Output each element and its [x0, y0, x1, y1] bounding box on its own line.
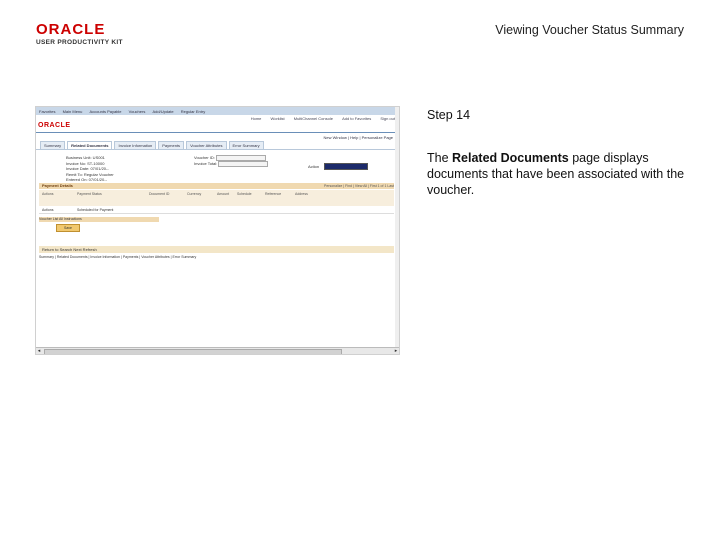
- step-description: The Related Documents page displays documents that have been associated with the voucher.: [427, 151, 685, 197]
- page-tabs: [40, 141, 266, 149]
- field-entered-on: Entered On: 07/01/20--: [66, 177, 107, 182]
- link-sign-out[interactable]: Sign out: [380, 116, 395, 121]
- field-invoice-total-label: Invoice Total:: [194, 161, 218, 167]
- tab-payments[interactable]: Payments: [158, 141, 184, 149]
- horizontal-scrollbar[interactable]: [36, 347, 399, 354]
- tab-invoice-information[interactable]: Invoice Information: [114, 141, 156, 149]
- tab-voucher-attributes[interactable]: Voucher Attributes: [186, 141, 226, 149]
- tab-summary[interactable]: Summary: [40, 141, 65, 149]
- logo-brand: ORACLE: [36, 21, 106, 38]
- page-links[interactable]: New Window | Help | Personalize Page: [323, 135, 393, 140]
- col-header: Payment Status: [77, 192, 102, 196]
- oracle-upk-logo: [36, 22, 126, 46]
- scroll-right-icon[interactable]: ▸: [394, 348, 398, 354]
- col-header: Currency: [187, 192, 202, 196]
- sub-navigation: [36, 116, 399, 122]
- invoice-total-field: [218, 161, 268, 167]
- link-home[interactable]: Home: [250, 116, 262, 121]
- application-screenshot: [35, 106, 400, 355]
- tab-related-documents[interactable]: Related Documents: [67, 141, 112, 149]
- tab-divider: [36, 149, 399, 150]
- col-header: Amount: [217, 192, 230, 196]
- nav-vouchers[interactable]: Vouchers: [128, 109, 146, 114]
- voucher-list-header[interactable]: Voucher List All Instructions: [39, 217, 159, 222]
- link-multichannel[interactable]: MultiChannel Console: [293, 116, 333, 121]
- vertical-scrollbar[interactable]: [395, 107, 399, 347]
- col-header: Document ID: [149, 192, 170, 196]
- nav-main-menu[interactable]: Main Menu: [62, 109, 83, 114]
- bottom-toolbar: [39, 246, 394, 253]
- row-actions[interactable]: Actions: [42, 208, 54, 212]
- nav-regular-entry[interactable]: Regular Entry: [180, 109, 206, 114]
- slide-title: Viewing Voucher Status Summary: [495, 23, 684, 37]
- link-worklist[interactable]: Worklist: [270, 116, 285, 121]
- grid-navigation[interactable]: Personalize | Find | View All | First 1 of 1 Last: [324, 184, 394, 188]
- field-voucher-id-label: Voucher ID:: [194, 155, 215, 161]
- field-remit-to: Remit To: Regular Voucher: [66, 171, 114, 177]
- nav-accounts-payable[interactable]: Accounts Payable: [89, 109, 122, 114]
- top-navigation: [36, 107, 399, 115]
- divider: [36, 132, 399, 133]
- step-label: Step 14: [427, 108, 471, 122]
- table-row: [39, 207, 394, 214]
- toolbar-buttons[interactable]: Return to Search Next Refresh: [42, 247, 97, 252]
- highlight-term: Related Documents: [452, 151, 569, 165]
- action-select[interactable]: [324, 163, 368, 170]
- footer-links[interactable]: Summary | Related Documents | Invoice Information | Payments | Voucher Attributes | Error Summary: [39, 255, 197, 259]
- field-invoice-date: Invoice Date: 07/01/20--: [66, 166, 109, 171]
- col-header: Reference: [265, 192, 282, 196]
- field-invoice-no: Invoice No: ST-10000: [66, 160, 105, 166]
- voucher-fields-mid: [194, 155, 268, 167]
- nav-favorites[interactable]: Favorites: [39, 109, 56, 114]
- inner-oracle-logo: ORACLE: [38, 122, 71, 129]
- row-status: Scheduled for Payment: [77, 208, 114, 212]
- grid-column-headers: [39, 190, 394, 206]
- logo-product: USER PRODUCTIVITY KIT: [36, 39, 123, 46]
- col-header: Schedule: [237, 192, 252, 196]
- scroll-left-icon[interactable]: ◂: [37, 348, 41, 354]
- col-header: Address: [295, 192, 308, 196]
- col-header: Actions: [42, 192, 54, 196]
- tab-error-summary[interactable]: Error Summary: [229, 141, 264, 149]
- grid-title: Payment Details: [42, 183, 73, 188]
- action-label: Action: [308, 164, 320, 169]
- link-add-favorites[interactable]: Add to Favorites: [342, 116, 372, 121]
- save-button[interactable]: Save: [56, 224, 80, 232]
- voucher-fields: [66, 155, 114, 183]
- field-business-unit: Business Unit: US001: [66, 155, 105, 160]
- scroll-thumb[interactable]: [44, 349, 342, 355]
- nav-add-update[interactable]: Add/Update: [152, 109, 174, 114]
